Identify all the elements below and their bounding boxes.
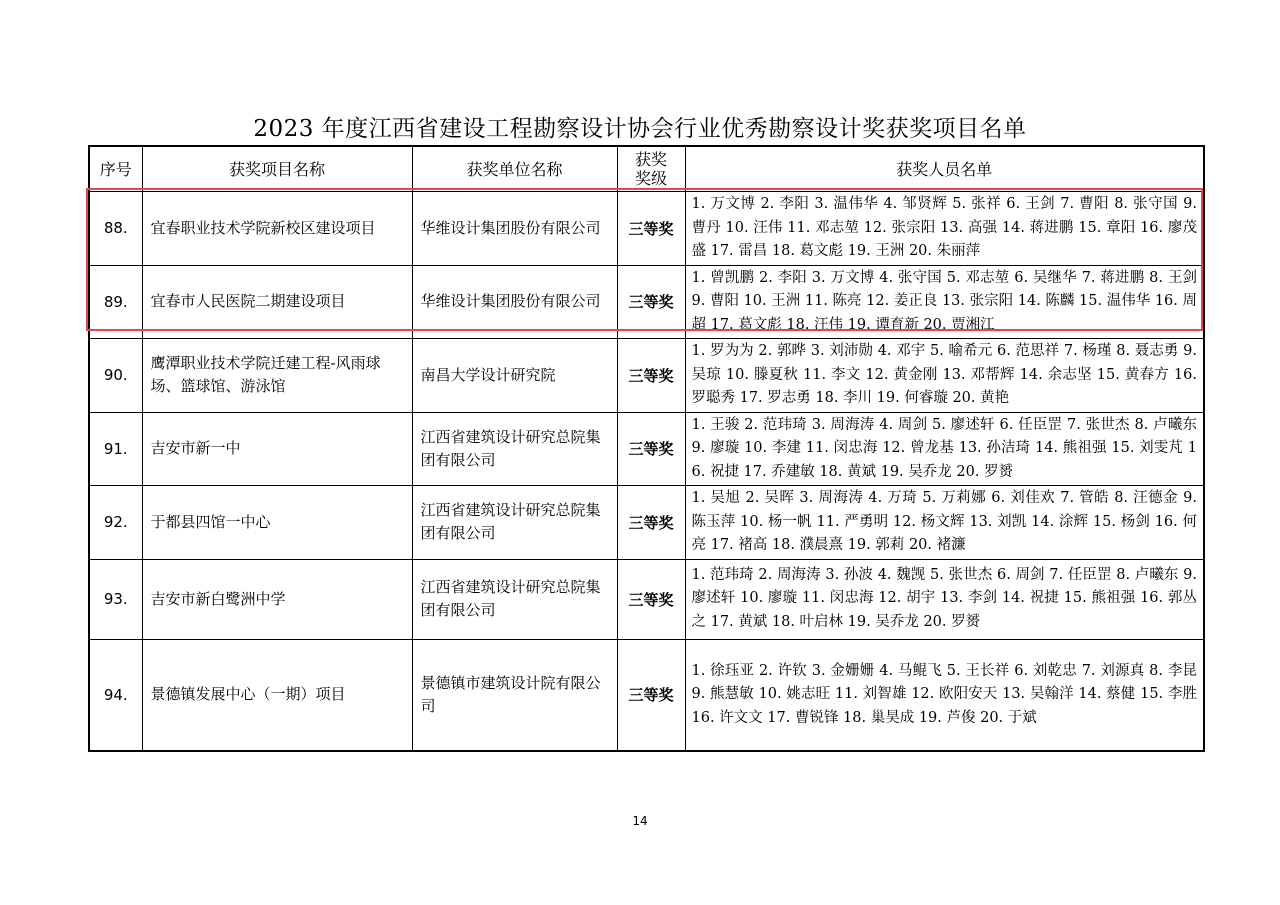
row-seq: 89. [89,265,142,339]
table-header-row [89,146,1204,192]
table-row [89,412,1204,486]
row-project: 吉安市新白鹭洲中学 [142,559,412,639]
row-seq: 93. [89,559,142,639]
row-project: 宜春职业技术学院新校区建设项目 [142,192,412,266]
row-seq: 92. [89,486,142,560]
table-row [89,486,1204,560]
row-unit: 江西省建筑设计研究总院集团有限公司 [412,559,617,639]
row-seq: 88. [89,192,142,266]
page-title: 2023 年度江西省建设工程勘察设计协会行业优秀勘察设计奖获奖项目名单 [253,116,1027,142]
row-level: 三等奖 [617,339,685,413]
table-row [89,265,1204,339]
row-names: 1. 吴旭 2. 吴晖 3. 周海涛 4. 万琦 5. 万莉娜 6. 刘佳欢 7. 管皓 8. 汪德金 9. 陈玉萍 10. 杨一帆 11. 严勇明 12. 杨文辉 13. 刘凯 14. 涂辉 15. 杨剑 16. 何亮 17. 褚高 18. 濮晨熹 19. 郭莉 20. 褚濂 [685,486,1204,560]
table-row [89,559,1204,639]
header-unit: 获奖单位名称 [412,146,617,192]
row-seq: 91. [89,412,142,486]
table-row [89,192,1204,266]
row-project: 吉安市新一中 [142,412,412,486]
row-level: 三等奖 [617,265,685,339]
row-names: 1. 王骏 2. 范玮琦 3. 周海涛 4. 周剑 5. 廖述轩 6. 任臣罡 7. 张世杰 8. 卢曦东 9. 廖璇 10. 李建 11. 闵忠海 12. 曾龙基 13. 孙洁琦 14. 熊祖强 15. 刘雯芃 16. 祝捷 17. 乔建敏 18. 黄斌 19. 吴乔龙 20. 罗赟 [685,412,1204,486]
row-unit: 江西省建筑设计研究总院集团有限公司 [412,486,617,560]
table-row [89,339,1204,413]
row-names: 1. 徐珏亚 2. 许钦 3. 金姗姗 4. 马鲲飞 5. 王长祥 6. 刘乾忠 7. 刘源真 8. 李昆 9. 熊慧敏 10. 姚志旺 11. 刘智雄 12. 欧阳安天 13. 吴翰洋 14. 蔡健 15. 李胜 16. 许文文 17. 曹锐锋 18. 巢昊成 19. 芦俊 20. 于斌 [685,639,1204,751]
row-unit: 华维设计集团股份有限公司 [412,192,617,266]
row-seq: 94. [89,639,142,751]
award-table [88,145,1205,752]
row-unit: 华维设计集团股份有限公司 [412,265,617,339]
page-number: 14 [632,814,648,828]
row-unit: 江西省建筑设计研究总院集团有限公司 [412,412,617,486]
row-project: 景德镇发展中心（一期）项目 [142,639,412,751]
row-unit: 南昌大学设计研究院 [412,339,617,413]
header-seq: 序号 [89,146,142,192]
row-level: 三等奖 [617,412,685,486]
row-level: 三等奖 [617,639,685,751]
row-names: 1. 万文博 2. 李阳 3. 温伟华 4. 邹贤辉 5. 张祥 6. 王剑 7. 曹阳 8. 张守国 9. 曹丹 10. 汪伟 11. 邓志堃 12. 张宗阳 13. 高强 14. 蒋进鹏 15. 章阳 16. 廖茂盛 17. 雷昌 18. 葛文彪 19. 王洲 20. 朱丽萍 [685,192,1204,266]
row-project: 宜春市人民医院二期建设项目 [142,265,412,339]
table-row [89,639,1204,751]
row-names: 1. 曾凯鹏 2. 李阳 3. 万文博 4. 张守国 5. 邓志堃 6. 吴继华 7. 蒋进鹏 8. 王剑 9. 曹阳 10. 王洲 11. 陈亮 12. 姜正良 13. 张宗阳 14. 陈麟 15. 温伟华 16. 周超 17. 葛文彪 18. 汪伟 19. 谭育新 20. 贾湘江 [685,265,1204,339]
row-project: 于都县四馆一中心 [142,486,412,560]
row-level: 三等奖 [617,486,685,560]
row-project: 鹰潭职业技术学院迁建工程-风雨球场、篮球馆、游泳馆 [142,339,412,413]
row-unit: 景德镇市建筑设计院有限公司 [412,639,617,751]
header-project: 获奖项目名称 [142,146,412,192]
row-level: 三等奖 [617,559,685,639]
row-seq: 90. [89,339,142,413]
row-names: 1. 范玮琦 2. 周海涛 3. 孙波 4. 魏觊 5. 张世杰 6. 周剑 7. 任臣罡 8. 卢曦东 9. 廖述轩 10. 廖璇 11. 闵忠海 12. 胡宇 13. 李剑 14. 祝捷 15. 熊祖强 16. 郭丛之 17. 黄斌 18. 叶启林 19. 吴乔龙 20. 罗赟 [685,559,1204,639]
row-level: 三等奖 [617,192,685,266]
header-names: 获奖人员名单 [685,146,1204,192]
row-names: 1. 罗为为 2. 郭晔 3. 刘沛勋 4. 邓宇 5. 喻希元 6. 范思祥 7. 杨瑾 8. 聂志勇 9. 吴琼 10. 滕夏秋 11. 李文 12. 黄金刚 13. 邓帮辉 14. 余志坚 15. 黄春方 16. 罗聪秀 17. 罗志勇 18. 李川 19. 何睿璇 20. 黄艳 [685,339,1204,413]
header-level: 获奖奖级 [617,146,685,192]
